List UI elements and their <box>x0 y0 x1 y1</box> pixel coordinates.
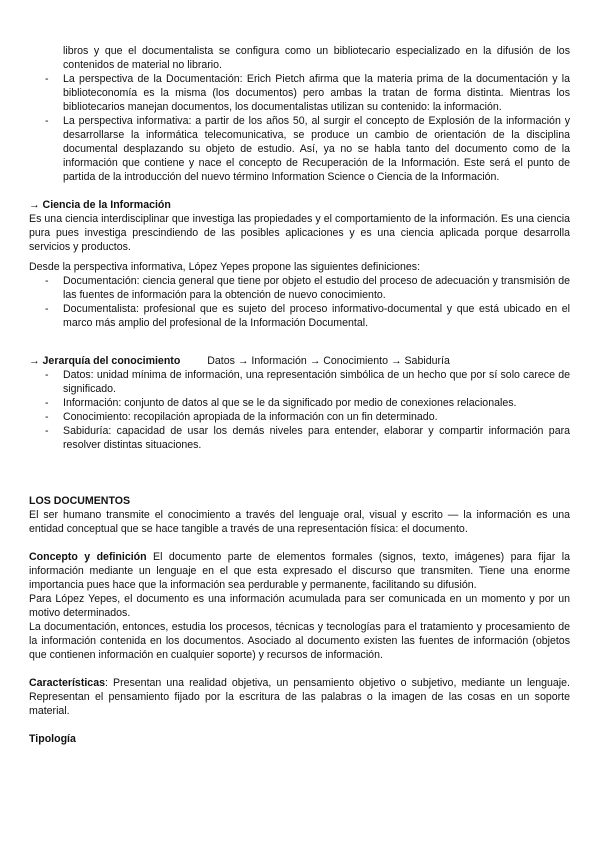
dash-bullet: - <box>45 303 49 315</box>
list-item <box>29 44 570 72</box>
dash-bullet: - <box>45 397 49 409</box>
list-item <box>29 72 570 114</box>
dash-bullet: - <box>45 275 49 287</box>
list-item <box>29 114 570 184</box>
list-item-text: Documentación: ciencia general que tiene por objeto el estudio del proceso de adecuación y transmisión de las fuentes de información para la obtención de nuevo conocimiento. <box>63 275 570 301</box>
tipologia-heading: Tipología <box>29 733 76 745</box>
dash-bullet: - <box>45 73 49 85</box>
concepto-paragraph <box>29 550 570 592</box>
ciencia-paragraph: Es una ciencia interdisciplinar que investiga las propiedades y el comportamiento de la información. Es una ciencia pura pues investiga prescindiendo de las posibles aplicaciones y es una ciencia aplicada porque desarrolla servicios y productos. <box>29 213 570 253</box>
list-item <box>29 274 570 302</box>
yepes-paragraph: Para López Yepes, el documento es una información acumulada para ser comunicada en un momento y por un motivo determinados. <box>29 593 570 619</box>
concepto-text: El documento parte de elementos formales (signos, texto, imágenes) para fijar la información mediante un lenguaje en el que esta expresado el discurso que transmiten. Tiene una enorme importancia pues hace que la información sea perdurable y permanente, facilitando su difusión. <box>29 551 570 591</box>
caracteristicas-text: : Presentan una realidad objetiva, un pensamiento objetivo o subjetivo, mediante un lenguaje. Representan el pensamiento fijado por la escritura de las palabras o la imagen de las cosas en un soporte material. <box>29 677 570 717</box>
list-item <box>29 302 570 330</box>
section-heading-documentos: LOS DOCUMENTOS <box>29 495 131 507</box>
ciencia-intro: Desde la perspectiva informativa, López Yepes propone las siguientes definiciones: <box>29 261 421 273</box>
list-item-text: Sabiduría: capacidad de usar los demás niveles para entender, elaborar y compartir información para resolver distintas situaciones. <box>63 425 570 451</box>
list-item-text: La perspectiva informativa: a partir de los años 50, al surgir el concepto de Explosión de la información y desarrollarse la informática telecomunicativa, se produce un cambio de orientación de la disciplina documental desplazando su objeto de estudio. Así, ya no se habla tanto del documento como de la información que contiene y nace el concepto de Recuperación de la Información. Este será el punto de partida de la introducción del nuevo término Information Science o Ciencia de la Información. <box>63 115 570 183</box>
dash-bullet: - <box>45 411 49 423</box>
concepto-label: Concepto y definición <box>29 551 147 563</box>
jerarquia-header <box>29 354 570 368</box>
list-item-text: Datos: unidad mínima de información, una representación simbólica de un hecho que por sí solo carece de significado. <box>63 369 570 395</box>
intro-list <box>29 44 570 184</box>
list-item-text: libros y que el documentalista se configura como un bibliotecario especializado en la difusión de los contenidos de material no librario. <box>63 45 570 71</box>
document-page <box>29 44 570 746</box>
list-item-text: Información: conjunto de datos al que se le da significado por medio de conexiones relacionales. <box>63 397 517 409</box>
dash-bullet: - <box>45 115 49 127</box>
dash-bullet: - <box>45 369 49 381</box>
caracteristicas-paragraph <box>29 676 570 718</box>
documentacion-paragraph: La documentación, entonces, estudia los procesos, técnicas y tecnologías para el tratamiento y procesamiento de la información contenida en los documentos. Asociado al documento existen las fuentes de información (objetos que contienen información en cualquier soporte) y recursos de información. <box>29 621 570 661</box>
list-item <box>29 424 570 452</box>
list-item-text: Documentalista: profesional que es sujeto del proceso informativo-documental y que está ubicado en el marco más amplio del profesional de la Información Documental. <box>63 303 570 329</box>
caracteristicas-label: Características <box>29 677 105 689</box>
jerarquia-list <box>29 368 570 452</box>
documentos-intro: El ser humano transmite el conocimiento a través del lenguaje oral, visual y escrito — la información es una entidad conceptual que se hace tangible a través de una representación física: el documento. <box>29 509 570 535</box>
list-item-text: La perspectiva de la Documentación: Erich Pietch afirma que la materia prima de la documentación y la biblioteconomía es la misma (los documentos) pero ambas la tratan de forma distinta. Mientras los bibliotecarios manejan documentos, los documentalistas utilizan su contenido: la información. <box>63 73 570 113</box>
section-heading-ciencia: → Ciencia de la Información <box>29 199 171 211</box>
definitions-list <box>29 274 570 330</box>
list-item <box>29 396 570 410</box>
list-item <box>29 368 570 396</box>
dash-bullet: - <box>45 425 49 437</box>
section-heading-jerarquia: → Jerarquía del conocimiento <box>29 355 181 367</box>
list-item <box>29 410 570 424</box>
list-item-text: Conocimiento: recopilación apropiada de la información con un fin determinado. <box>63 411 438 423</box>
knowledge-chain: Datos → Información → Conocimiento → Sabiduría <box>207 355 450 367</box>
